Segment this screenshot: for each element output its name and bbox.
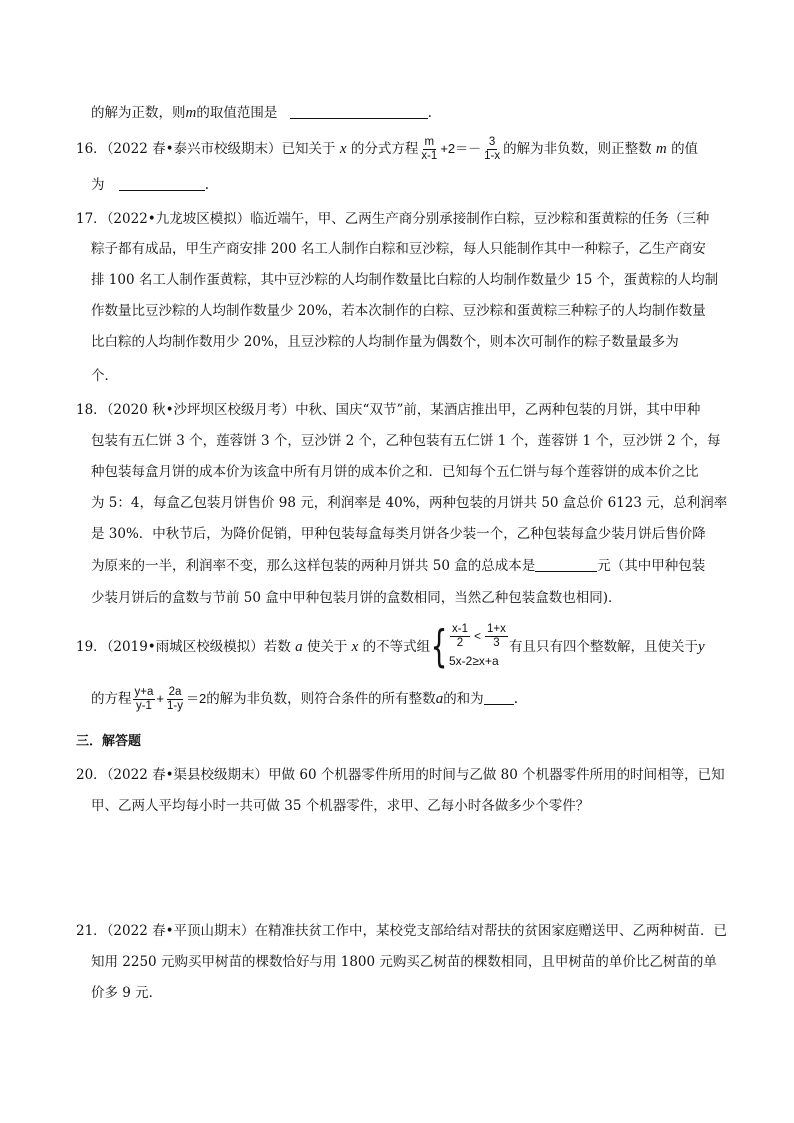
math-text: +	[156, 691, 164, 706]
q20-line2: 甲、乙两人平均每小时一共可做 35 个机器零件，求甲、乙每小时各做多少个零件？	[91, 798, 590, 814]
inequality-rows	[449, 622, 509, 672]
question-number: 16．	[76, 141, 107, 157]
fraction-denominator: 1-y	[166, 700, 183, 712]
q17-line2: 粽子都有成品，甲生产商安排 200 名工人制作白粽和豆沙粽，每人只能制作其中一种粽子，乙生产商安	[91, 241, 706, 257]
fraction-denominator: 3	[493, 636, 500, 649]
q21-text: 在精准扶贫工作中，某校党支部给结对帮扶的贫困家庭赠送甲、乙两种树苗．已	[254, 923, 728, 939]
q18-line5: 是 30%．中秋节后，为降价促销，甲种包装每盒每类月饼各少装一个，乙种包装每盒少装月饼后售价降	[91, 526, 706, 542]
q20-line1	[76, 765, 725, 785]
q19-end: .	[513, 691, 518, 707]
var-m: m	[655, 141, 667, 157]
q17-line1	[76, 209, 709, 229]
var-x: x	[339, 141, 347, 157]
fraction-numerator: x-1	[452, 622, 468, 635]
q18-line7: 少装月饼后的盒数与节前 50 盒中甲种包装月饼的盒数相同，当然乙种包装盒数也相同)．	[91, 590, 622, 606]
q16-end: .	[204, 177, 210, 193]
q17-line5: 比白粽的人均制作数用少 20%，且豆沙粽的人均制作量为偶数个，则本次可制作的粽子数量最多为	[91, 334, 679, 350]
q18-text: 中秋、国庆“双节”前，某酒店推出甲，乙两种包装的月饼，其中甲种	[295, 402, 701, 418]
question-number: 20．	[76, 767, 107, 783]
q16-text: 为	[91, 177, 105, 193]
inequality-2: 5x-2≥x+a	[449, 654, 499, 668]
answer-blank[interactable]	[119, 176, 205, 191]
q21-line3: 价多 9 元．	[91, 985, 163, 1001]
q18-line1	[76, 400, 700, 420]
answer-blank[interactable]	[535, 557, 597, 572]
var-y: y	[698, 639, 705, 655]
q18-text: 元（其中甲种包装	[597, 558, 706, 574]
var-x: x	[351, 639, 359, 655]
q18-text: 为原来的一半，利润率不变，那么这样包装的两种月饼共 50 盒的总成本是	[91, 558, 536, 574]
fraction	[450, 623, 470, 650]
fraction-numerator: m	[424, 136, 435, 148]
fraction-numerator: 3	[488, 136, 496, 148]
q19-text: 的解为非负数，则符合条件的所有整数	[206, 691, 436, 707]
question-number: 18．	[76, 402, 107, 418]
fraction-denominator: y-1	[135, 700, 152, 712]
q18-line3: 种包装每盒月饼的成本价为该盒中所有月饼的成本价之和．已知每个五仁饼与每个莲蓉饼的成本价之比	[91, 464, 699, 480]
q17-line4: 作数量比豆沙粽的人均制作数量少 20%，若本次制作的白粽、豆沙粽和蛋黄粽三种粽子的人均制作数量	[91, 303, 706, 319]
var-a: a	[435, 691, 444, 707]
q19-text: 若数	[263, 639, 291, 655]
q18-line4: 为 5：4，每盒乙包装月饼售价 98 元，利润率是 40%，两种包装的月饼共 50 盒总价 6123 元，总利润率	[91, 495, 728, 511]
q19-text: 使关于	[306, 639, 348, 655]
q18-line6	[91, 556, 705, 576]
q19-text: 的不等式组	[362, 639, 431, 655]
question-source: （2022 春•渠县校级期末）	[106, 767, 269, 783]
fraction-numerator: y+a	[134, 686, 154, 698]
fraction	[482, 136, 502, 163]
var-a: a	[295, 639, 303, 655]
q20-text: 甲做 60 个机器零件所用的时间与乙做 80 个机器零件所用的时间相等，已知	[268, 767, 725, 783]
math-text: ＝2	[185, 691, 207, 706]
fraction-denominator: 1-x	[484, 150, 501, 162]
question-number: 19．	[76, 639, 107, 655]
q19-line1-post	[509, 637, 705, 657]
question-source: （2020 秋•沙坪坝区校级月考）	[106, 402, 296, 418]
fraction-numerator: 1+x	[487, 622, 506, 635]
math-text: +2＝－	[440, 141, 482, 156]
question-source: （2019•雨城区校级模拟）	[106, 639, 264, 655]
q19-line1-pre	[76, 637, 430, 657]
question-number: 17．	[76, 211, 107, 227]
fraction	[419, 136, 439, 163]
fraction	[485, 623, 508, 650]
less-than-sign: <	[473, 629, 481, 643]
q19-line2	[91, 686, 518, 713]
question-source: （2022 春•平顶山期末）	[106, 923, 255, 939]
q15-text: 的取值范围是	[196, 105, 278, 121]
fraction	[133, 686, 156, 713]
var-m: m	[185, 105, 197, 121]
q19-text: 的和为	[443, 691, 484, 707]
q18-line2: 包装有五仁饼 3 个，莲蓉饼 3 个，豆沙饼 2 个，乙种包装有五仁饼 1 个，莲蓉饼 1 个，豆沙饼 2 个，每	[91, 433, 721, 449]
q16-text: 的值	[671, 141, 699, 157]
left-brace-icon: {	[430, 621, 448, 672]
question-source: （2022 春•泰兴市校级期末）	[106, 141, 282, 157]
q15-tail-line	[91, 103, 432, 123]
q16-text: 的解为非负数，则正整数	[503, 141, 652, 157]
answer-blank[interactable]	[290, 104, 428, 119]
q16-line1	[76, 136, 698, 163]
fraction-denominator: 2	[456, 636, 464, 649]
q19-text: 有且只有四个整数解，且使关于	[509, 639, 698, 655]
q15-text: 的解为正数，则	[91, 105, 186, 121]
fraction-numerator: 2a	[168, 686, 182, 698]
q21-line2: 知用 2250 元购买甲树苗的棵数恰好与用 1800 元购买乙树苗的棵数相同，且甲树苗的单价比乙树苗的单	[91, 954, 717, 970]
q16-text: 的分式方程	[350, 141, 419, 157]
question-number: 21．	[76, 923, 107, 939]
fraction	[165, 686, 185, 713]
inequality-1	[449, 622, 509, 650]
fraction-denominator: x-1	[421, 150, 438, 162]
question-source: （2022•九龙坡区模拟）	[106, 211, 251, 227]
inequality-system	[425, 622, 509, 672]
answer-blank[interactable]	[484, 690, 514, 705]
section-heading: 三．解答题	[76, 734, 142, 749]
q16-text: 已知关于	[281, 141, 336, 157]
q15-end: .	[427, 105, 432, 121]
q17-text: 临近端午，甲、乙两生产商分别承接制作白粽，豆沙粽和蛋黄粽的任务（三种	[250, 211, 710, 227]
q17-line3: 排 100 名工人制作蛋黄粽，其中豆沙粽的人均制作数量比白粽的人均制作数量少 15 个，蛋黄粽的人均制	[91, 272, 719, 288]
q19-text: 的方程	[91, 691, 132, 707]
q21-line1	[76, 921, 727, 941]
q16-line2	[91, 175, 209, 195]
q17-line6: 个．	[91, 368, 118, 384]
